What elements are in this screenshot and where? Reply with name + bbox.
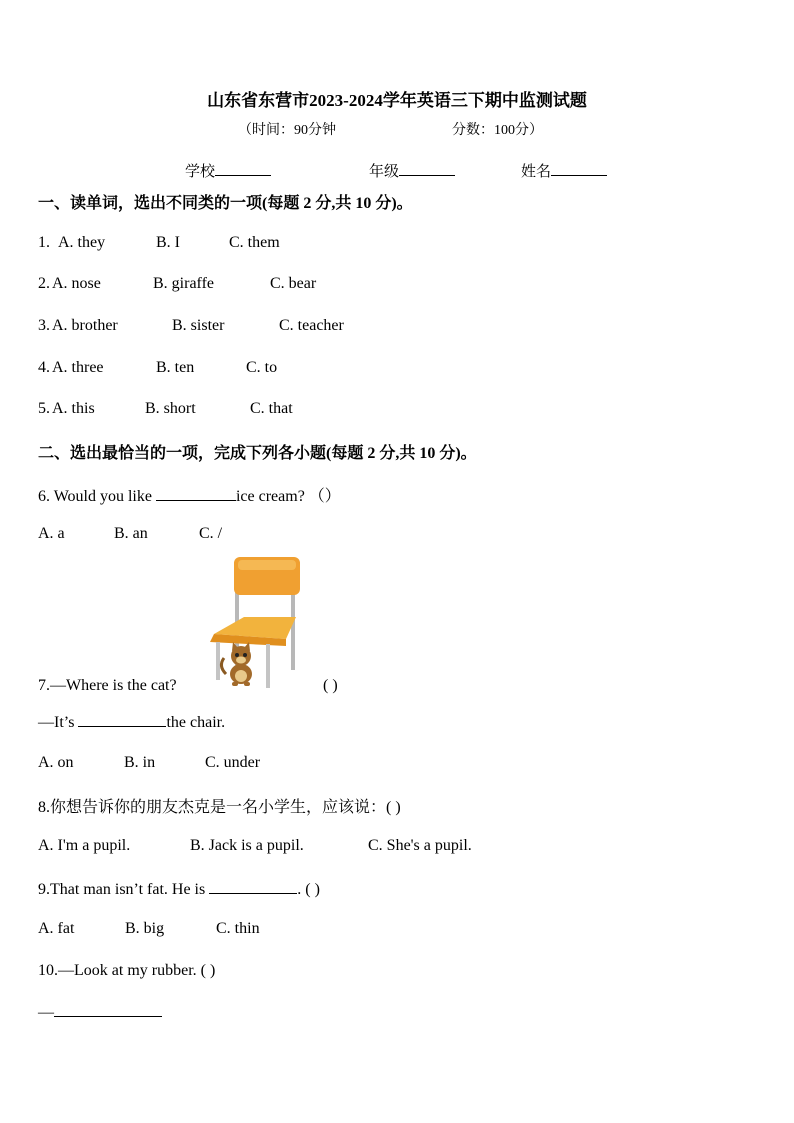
school-field[interactable] [185, 160, 271, 181]
option-a[interactable]: A. this [52, 400, 95, 417]
question-9-options [38, 920, 738, 940]
question-9-blank[interactable] [209, 879, 297, 894]
page-title: 山东省东营市2023-2024学年英语三下期中监测试题 [207, 91, 587, 110]
option-c[interactable]: C. under [205, 754, 261, 771]
chair-with-cat-illustration [204, 554, 304, 692]
question-5 [38, 400, 738, 420]
option-a[interactable]: A. a [38, 525, 65, 542]
option-c[interactable]: C. thin [216, 920, 260, 937]
question-10-answer-start: — [38, 1004, 54, 1021]
option-a[interactable]: A. they [58, 234, 106, 251]
section-2-heading: 二、选出最恰当的一项，完成下列各小题(每题 2 分,共 10 分)。 [38, 445, 477, 462]
question-10-blank[interactable] [54, 1002, 162, 1017]
question-10-answer [38, 1002, 162, 1022]
option-b[interactable]: B. Jack is a pupil. [190, 837, 304, 854]
question-7-answer [38, 712, 225, 732]
question-number: 2. [38, 275, 50, 292]
question-7-answer-start: —It’s [38, 714, 79, 731]
option-a[interactable]: A. nose [52, 275, 101, 292]
question-3 [38, 317, 738, 337]
name-label: 姓名 [521, 164, 552, 180]
question-6-options [38, 525, 738, 545]
question-number: 4. [38, 359, 50, 376]
question-6-blank[interactable] [156, 486, 236, 501]
chair-back-leg-right [291, 590, 295, 670]
question-8-options [38, 837, 738, 857]
school-blank[interactable] [215, 161, 271, 176]
option-c[interactable]: C. that [250, 400, 293, 417]
question-number: 3. [38, 317, 50, 334]
question-2 [38, 275, 738, 295]
question-number: 1. [38, 234, 50, 251]
question-8: 8.你想告诉你的朋友杰克是一名小学生，应该说：( ) [38, 799, 401, 816]
name-field[interactable] [521, 160, 607, 181]
option-b[interactable]: B. an [114, 525, 148, 542]
question-7-options [38, 754, 738, 774]
question-9-text-end: . ( ) [297, 881, 320, 898]
option-b[interactable]: B. sister [172, 317, 225, 334]
exam-time: （时间：90分钟 [238, 123, 336, 138]
option-b[interactable]: B. big [125, 920, 165, 937]
option-a[interactable]: A. fat [38, 920, 75, 937]
cat-icon [221, 642, 252, 686]
question-10: 10.—Look at my rubber. ( ) [38, 962, 216, 979]
option-b[interactable]: B. short [145, 400, 196, 417]
option-a[interactable]: A. brother [52, 317, 118, 334]
option-c[interactable]: C. / [199, 525, 223, 542]
option-c[interactable]: C. them [229, 234, 280, 251]
question-1 [38, 234, 738, 254]
chair-front-leg-right [266, 644, 270, 688]
option-c[interactable]: C. teacher [279, 317, 344, 334]
school-label: 学校 [185, 164, 216, 180]
question-7-paren[interactable]: ( ) [323, 677, 338, 694]
grade-label: 年级 [369, 164, 400, 180]
section-1-heading: 一、读单词，选出不同类的一项(每题 2 分,共 10 分)。 [38, 195, 413, 212]
question-9-text-start: 9.That man isn’t fat. He is [38, 881, 210, 898]
option-b[interactable]: B. I [156, 234, 180, 251]
grade-blank[interactable] [399, 161, 455, 176]
question-7: 7.—Where is the cat? [38, 677, 177, 694]
option-b[interactable]: B. giraffe [153, 275, 215, 292]
question-7-answer-end: the chair. [166, 714, 226, 731]
option-c[interactable]: C. to [246, 359, 278, 376]
option-b[interactable]: B. in [124, 754, 156, 771]
exam-score: 分数：100分） [452, 123, 543, 138]
option-b[interactable]: B. ten [156, 359, 195, 376]
question-9 [38, 879, 320, 899]
chair-front-leg-left [216, 642, 220, 680]
question-6-text-end: ice cream? （） [235, 488, 341, 505]
name-blank[interactable] [551, 161, 607, 176]
option-a[interactable]: A. I'm a pupil. [38, 837, 131, 854]
option-a[interactable]: A. on [38, 754, 74, 771]
option-a[interactable]: A. three [52, 359, 104, 376]
question-6-text-start: 6. Would you like [38, 488, 156, 505]
option-c[interactable]: C. She's a pupil. [368, 837, 472, 854]
question-4 [38, 359, 738, 379]
question-6 [38, 483, 341, 506]
question-number: 5. [38, 400, 50, 417]
option-c[interactable]: C. bear [270, 275, 317, 292]
grade-field[interactable] [369, 160, 455, 181]
question-7-blank[interactable] [78, 712, 166, 727]
